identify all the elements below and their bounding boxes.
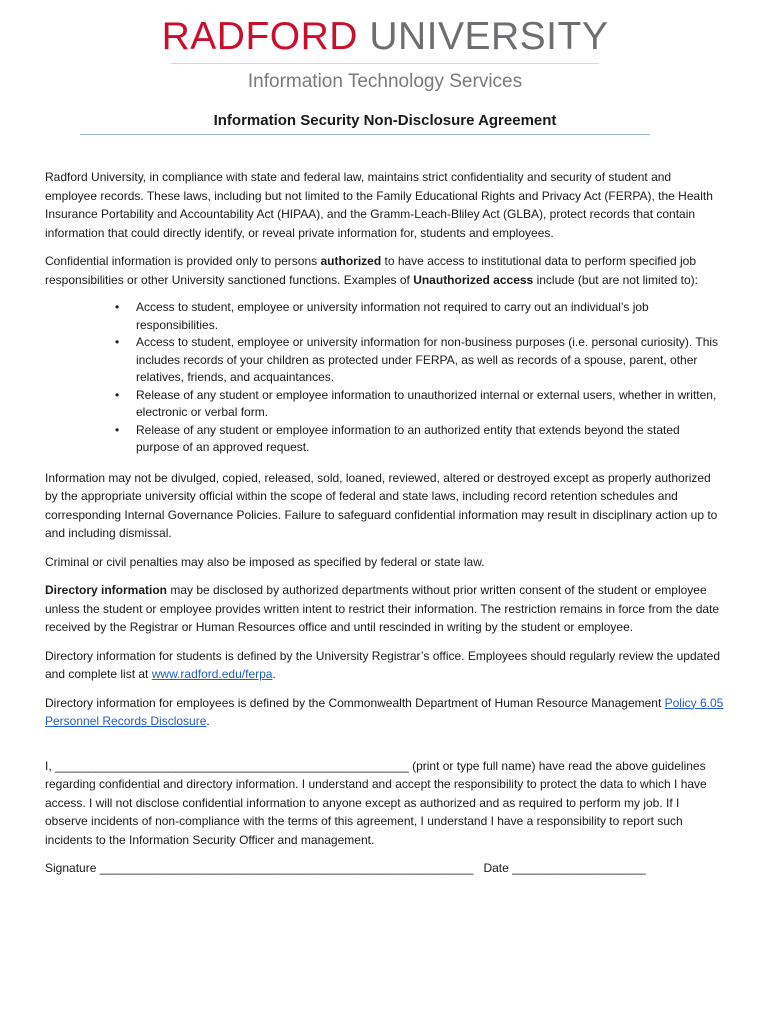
text-segment: to have access to institutional data to perform specified job responsibilities or other University sanctioned functions. Examples of [45,254,696,287]
full-name-field[interactable]: _____________________________________________________ [55,758,409,773]
text-segment: may be disclosed by authorized departments without prior written consent of the student or employee unless the student or employee provides written intent to restrict their information. The restriction remains in force from the date received by the Registrar or Human Resources office and until rescinded in writing by the student or employee. [45,583,720,634]
directory-info-paragraph [45,581,725,637]
ferpa-link[interactable]: www.radford.edu/ferpa [151,667,273,681]
student-directory-paragraph [45,647,725,684]
directory-info-emphasis: Directory information [45,583,168,597]
signature-field[interactable]: ________________________________________________________ [99,861,474,875]
logo-divider [171,63,599,64]
signature-row [45,859,725,878]
spacer [45,741,725,757]
text-segment: . [206,714,210,728]
date-label: Date [483,861,513,875]
date-field[interactable]: ____________________ [512,861,646,875]
employee-directory-paragraph [45,694,725,731]
authorized-emphasis: authorized [320,254,382,268]
logo-radford: RADFORD [161,15,358,58]
unauthorized-emphasis: Unauthorized access [413,272,534,287]
title-divider [80,134,650,135]
acknowledgement-paragraph [45,757,725,850]
text-segment: . [272,667,276,681]
unauthorized-access-list [45,299,725,457]
penalties-paragraph: Criminal or civil penalties may also be imposed as specified by federal or state law. [45,554,485,569]
text-segment: Directory information for students is defined by the University Registrar’s office. Employees should regularly review the updated and complete list at [45,648,720,681]
list-item: • Release of any student or employee information to an authorized entity that extends beyond the stated purpose of an approved request. [136,422,725,457]
text-segment: Directory information for employees is defined by the Commonwealth Department of Human Resource Management [45,695,665,710]
header [0,12,770,93]
policy-link[interactable]: Policy 6.05 Personnel Records Disclosure [45,695,724,728]
document-title: Information Security Non-Disclosure Agreement [213,112,557,129]
signature-label: Signature [45,861,100,875]
confidential-paragraph [45,252,725,289]
list-item: • Access to student, employee or university information not required to carry out an individual’s job responsibilities. [136,299,725,334]
text-segment: I, [45,758,56,773]
intro-paragraph: Radford University, in compliance with state and federal law, maintains strict confidentiality and security of student and employee records. These laws, including but not limited to the Family Educational Rights and Privacy Act (FERPA), the Health Insurance Portability and Accountability Act (HIPAA), and the Gramm-Leach-Bliley Act (GLBA), protect records that contain information that could directly identify, or reveal private information for, students and employees. [45,170,713,240]
list-item: • Release of any student or employee information to unauthorized internal or external users, whether in written, electronic or verbal form. [136,387,725,422]
department-subtitle: Information Technology Services [247,71,523,92]
list-item: • Access to student, employee or university information for non-business purposes (i.e. personal curiosity). This includes records of your children as protected under FERPA, as well as records of a spouse, parent, other relatives, friends, and acquaintances. [136,334,725,387]
document-body [45,168,725,888]
disclosure-paragraph: Information may not be divulged, copied, released, sold, loaned, reviewed, altered or destroyed except as properly authorized by the appropriate university official within the scope of federal and state laws, including record retention schedules and corresponding Internal Governance Policies. Failure to safeguard confidential information may result in disciplinary action up to and including dismissal. [45,470,718,540]
text-segment: Confidential information is provided only to persons [45,254,321,268]
university-logo [0,12,770,62]
text-segment: include (but are not limited to): [533,272,698,287]
logo-university: UNIVERSITY [369,15,609,58]
text-segment: (print or type full name) have read the above guidelines regarding confidential and directory information. I understand and accept the responsibility to protect the data to which I have access. I will not disclose confidential information to anyone except as authorized and as required to perform my job. If I observe incidents of non-compliance with the terms of this agreement, I understand I have a responsibility to report such incidents to the Information Security Officer and management. [45,758,707,847]
